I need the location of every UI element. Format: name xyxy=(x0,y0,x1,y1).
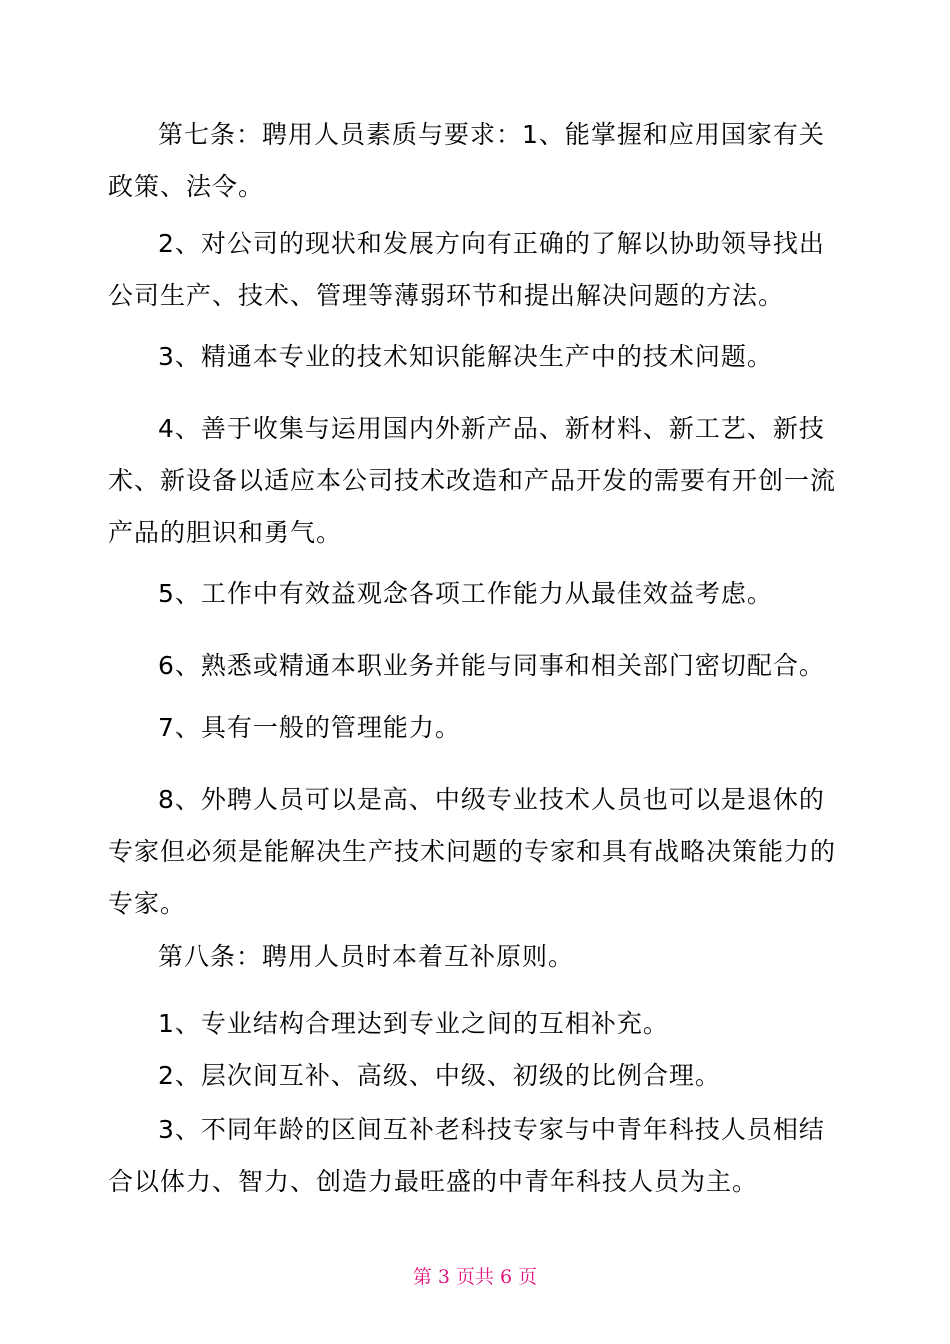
paragraph-item-3: 3、精通本专业的技术知识能解决生产中的技术问题。 xyxy=(158,342,773,371)
paragraph-complement-1: 1、专业结构合理达到专业之间的互相补充。 xyxy=(158,1009,669,1038)
paragraph-item-2: 2、对公司的现状和发展方向有正确的了解以协助领导找出公司生产、技术、管理等薄弱环节和提出解决问题的方法。 xyxy=(108,229,825,310)
paragraph-complement-2: 2、层次间互补、高级、中级、初级的比例合理。 xyxy=(158,1061,721,1090)
paragraph-complement-3: 3、不同年龄的区间互补老科技专家与中青年科技人员相结合以体力、智力、创造力最旺盛的中青年科技人员为主。 xyxy=(108,1115,825,1196)
paragraph-item-6: 6、熟悉或精通本职业务并能与同事和相关部门密切配合。 xyxy=(158,651,825,680)
page-number-footer: 第 3 页共 6 页 xyxy=(412,1266,538,1288)
paragraph-item-5: 5、工作中有效益观念各项工作能力从最佳效益考虑。 xyxy=(158,579,773,608)
paragraph-item-4: 4、善于收集与运用国内外新产品、新材料、新工艺、新技术、新设备以适应本公司技术改造和产品开发的需要有开创一流产品的胆识和勇气。 xyxy=(108,414,837,547)
paragraph-item-8: 8、外聘人员可以是高、中级专业技术人员也可以是退休的专家但必须是能解决生产技术问题的专家和具有战略决策能力的专家。 xyxy=(108,785,837,918)
paragraph-item-7: 7、具有一般的管理能力。 xyxy=(158,713,461,742)
paragraph-article-7: 第七条：聘用人员素质与要求：1、能掌握和应用国家有关政策、法令。 xyxy=(108,120,825,201)
paragraph-article-8: 第八条：聘用人员时本着互补原则。 xyxy=(158,942,575,971)
